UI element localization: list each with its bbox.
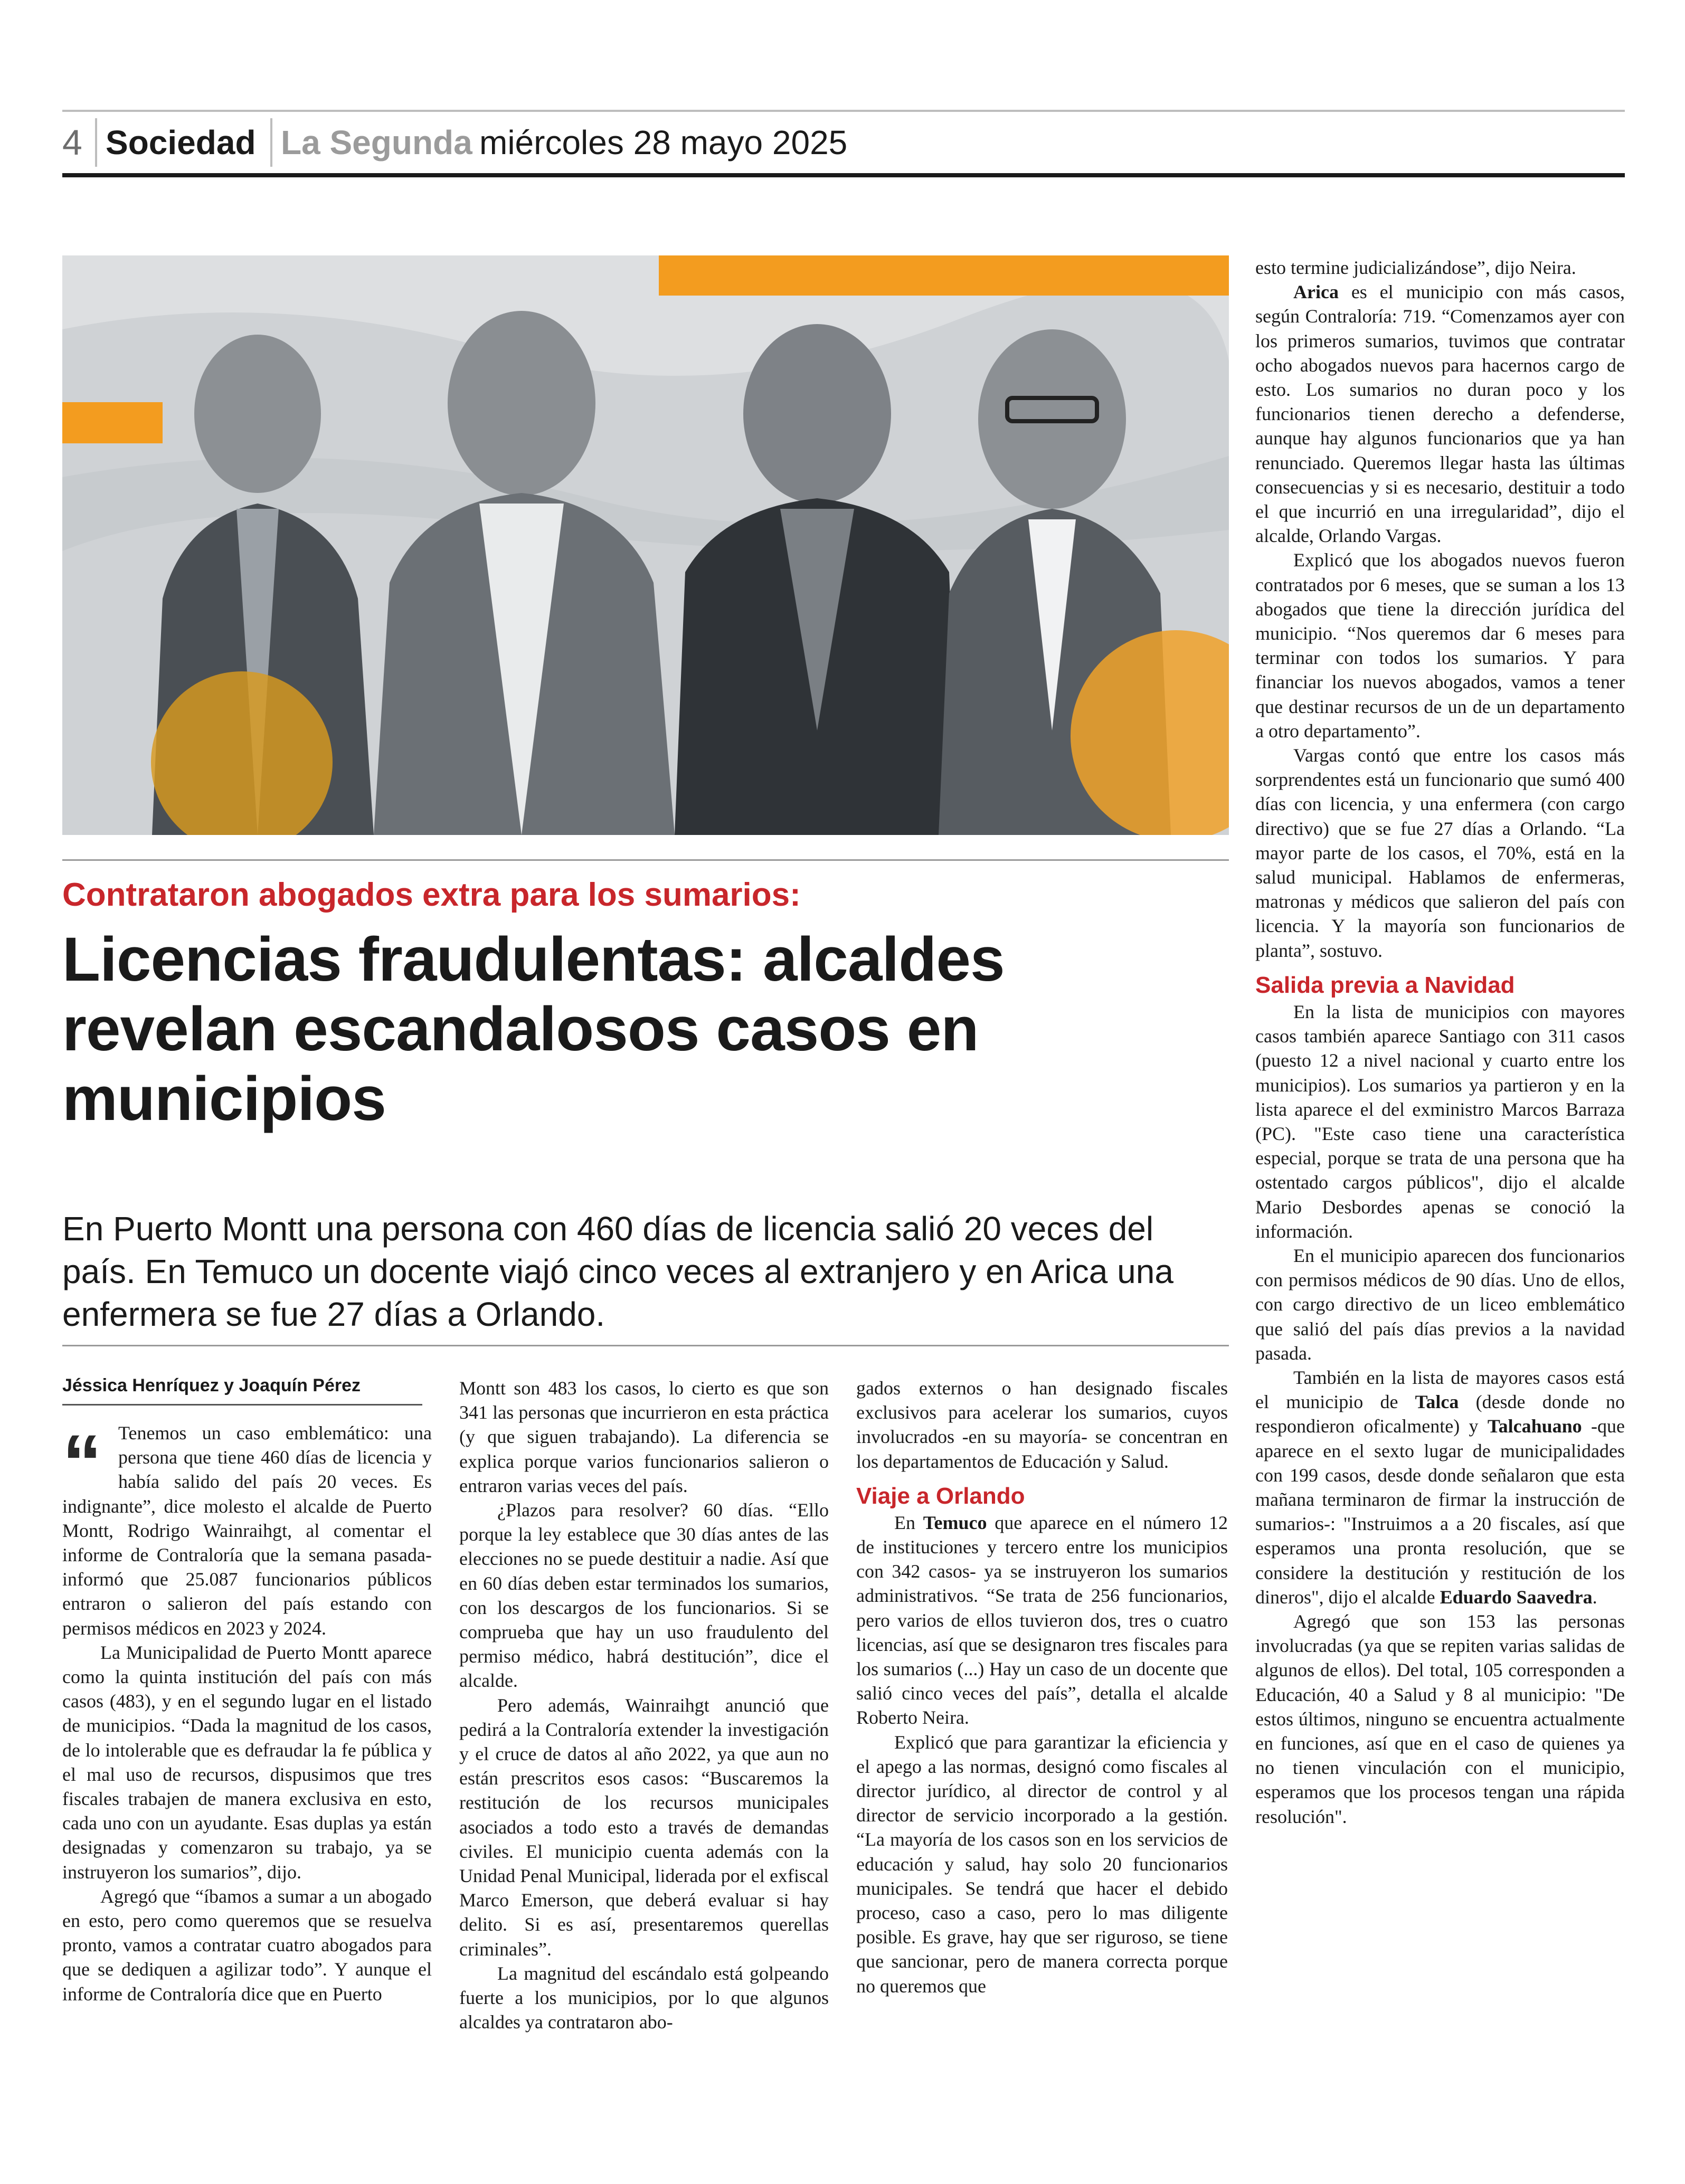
photo-illustration [62,255,1229,835]
lead-paragraph: En Puerto Montt una persona con 460 días de licencia salió 20 veces del país. En Temuco un docente viajó cinco veces al extranjero y en Arica una enfermera se fue 27 días a Orlando. [62,1210,1173,1333]
article-photo [62,255,1229,835]
body-paragraph: En la lista de municipios con mayores casos también aparece Santiago con 311 casos (puesto 12 a nivel nacional y cuarto entre los municipios). Los sumarios ya partieron y en la lista aparece el del exministro Marcos Barraza (PC). "Este caso tiene una característica especial, porque se trata de una persona que ha ostentado cargos públicos", dijo el alcalde Mario Desbordes apenas se conoció la información. [1255,1001,1625,1242]
body-paragraph: La Municipalidad de Puerto Montt aparece como la quinta institución del país con más casos (483), y en el segundo lugar en el listado de municipios. “Dada la magnitud de los casos, de lo intolerable que es defraudar la fe pública y el mal uso de recursos, dispusimos que tres fiscales trabajen de manera exclusiva en esto, cada uno con un ayudante. Esas duplas ya están designadas y comenzaron su trabajo, ya se instruyeron los sumarios”, dijo. [62,1641,432,1883]
header-top-rule [62,110,1625,112]
headline: Licencias fraudulentas: alcaldes revelan escandalosos casos en municipios [62,925,1005,1134]
body-paragraph: Agregó que “íbamos a sumar a un abogado en esto, pero como queremos que se resuelva pronto, vamos a contratar cuatro abogados para que se dediquen a agilizar todo”. Y aunque el informe de Contraloría dice que en Puerto [62,1885,432,2005]
body-column-3 [856,1376,1228,1998]
body-paragraph: Pero además, Wainraihgt anunció que pedirá a la Contraloría extender la investigación y el cruce de datos al año 2022, ya que aun no están prescritos esos casos: “Buscaremos la restitución de los recursos municipales asociados a todo esto a través de demandas civiles. El municipio cuenta además con la Unidad Penal Municipal, liderada por el exfiscal Marco Emerson, que deberá evaluar si hay delito. Si es así, presentaremos querellas criminales”. [459,1694,829,1960]
body-paragraph: En Temuco que aparece en el número 12 de instituciones y tercero entre los municipios con 342 casos- ya se instruyeron los sumarios administrativos. “Se trata de 256 funcionarios, pero varios de ellos tuvieron dos, tres o cuatro licencias, así que se designaron tres fiscales para los sumarios (...) Hay un caso de un docente que salió cinco veces del país”, detalla el alcalde Roberto Neira. [856,1512,1228,1729]
subheading: Viaje a Orlando [856,1483,1025,1509]
body-column-2 [459,1376,829,2034]
header-divider [95,118,97,167]
body-paragraph: gados externos o han designado fiscales exclusivos para acelerar los sumarios, cuyos involucrados -en su mayoría- se concentran en los departamentos de Educación y Salud. [856,1378,1228,1472]
body-column-4 [1255,255,1625,1829]
body-paragraph: La magnitud del escándalo está golpeando fuerte a los municipios, por lo que algunos alcaldes ya contrataron abo- [459,1962,829,2033]
header-divider [270,118,272,167]
body-paragraph: esto termine judicializándose”, dijo Neira. [1255,257,1576,278]
page-number: 4 [62,122,82,163]
section-name: Sociedad [106,124,256,162]
publication-name: La Segunda [281,124,472,162]
byline-rule [62,1404,422,1406]
divider [62,1345,1229,1346]
orange-accent-bar [62,402,163,443]
kicker: Contrataron abogados extra para los sumarios: [62,877,801,913]
body-paragraph: Arica es el municipio con más casos, según Contraloría: 719. “Comenzamos ayer con los primeros sumarios, tuvimos que contratar ocho abogados nuevos para hacernos cargo de esto. Los sumarios no duran poco y los funcionarios tienen derecho a defenderse, aunque hay algunos funcionarios que ya han renunciado. Queremos llegar hasta las últimas consecuencias y si es necesario, destituir a todo el que incurrió en una irregularidad”, dijo el alcalde, Orlando Vargas. [1255,281,1625,547]
body-paragraph: “ Tenemos un caso emblemático: una persona que tiene 460 días de licencia y había salido del país 20 veces. Es indignante”, dice molesto el alcalde de Puerto Montt, Rodrigo Wainraihgt, al comentar el informe de Contraloría que la semana pasada- informó que 25.087 funcionarios públicos entraron o salieron del país estando con permisos médicos en 2023 y 2024. [62,1418,432,1639]
body-paragraph: Explicó que para garantizar la eficiencia y el apego a las normas, designó como fiscales al director jurídico, al director de control y al director de servicio incorporado a la gestión. “La mayoría de los casos son en los servicios de educación y salud, hay solo 20 funcionarios municipales. Se tendrá que hacer el debido proceso, caso a caso, pero lo mas diligente posible. Es grave, hay que ser riguroso, se tiene que sancionar, pero de manera correcta porque no queremos que [856,1731,1228,1997]
orange-accent-bar [659,255,1229,296]
body-paragraph: Agregó que son 153 las personas involucradas (ya que se repiten varias salidas de algunos de ellos). Del total, 105 corresponden a Educación, 40 a Salud y 8 al municipio: "De estos últimos, ninguno se encuentra actualmente en funciones, así que en el caso de quienes ya no tienen vinculación con el municipio, esperamos que los procesos tengan una rápida resolución". [1255,1610,1625,1827]
body-paragraph: También en la lista de mayores casos está el municipio de Talca (desde donde no respondieron oficalmente) y Talcahuano -que aparece en el sexto lugar de municipalidades con 199 casos, desde donde señalaron que esta mañana terminaron de firmar la instrucción de sumarios-: "Instruimos a a 20 fiscales, así que esperamos una pronta resolución, que se considere la destitución y restitución de los dineros", dijo el alcalde Eduardo Saavedra. [1255,1366,1625,1608]
publication-date: miércoles 28 mayo 2025 [479,124,848,162]
quote-mark-icon: “ [62,1418,102,1507]
byline: Jéssica Henríquez y Joaquín Pérez [62,1375,361,1395]
body-column-1 [62,1418,432,2006]
body-paragraph: Montt son 483 los casos, lo cierto es que son 341 las personas que incurrieron en esta práctica (y que siguen trabajando). La diferencia se explica porque varios funcionarios salieron o entraron varias veces del país. [459,1378,829,1496]
subheading: Salida previa a Navidad [1255,972,1515,998]
body-paragraph: Explicó que los abogados nuevos fueron contratados por 6 meses, que se suman a los 13 abogados que tiene la dirección jurídica del municipio. “Nos queremos dar 6 meses para terminar con todos los sumarios. Y para financiar los nuevos abogados, vamos a tener que destinar recursos de un de un departamento a otro departamento”. [1255,549,1625,742]
body-paragraph: ¿Plazos para resolver? 60 días. “Ello porque la ley establece que 30 días antes de las elecciones no se puede destituir a nadie. Así que en 60 días deben estar terminados los sumarios, con los descargos de los funcionarios. Si se comprueba que hay un uso fraudulento del permiso médico, habrá destitución”, dice el alcalde. [459,1499,829,1692]
body-paragraph: Vargas contó que entre los casos más sorprendentes está un funcionario que sumó 400 días con licencia, y una enfermera (con cargo directivo) que se fue 27 días a Orlando. “La mayor parte de los casos, el 70%, está en la salud municipal. Hablamos de enfermeras, matronas y médicos que salieron del país con licencia. Y la mayoría son funcionarios de planta”, sostuvo. [1255,745,1625,961]
header-bottom-rule [62,173,1625,177]
body-paragraph: En el municipio aparecen dos funcionarios con permisos médicos de 90 días. Uno de ellos, con cargo directivo de un liceo emblemático que salió del país días previos a la navidad pasada. [1255,1245,1625,1364]
divider [62,859,1229,861]
